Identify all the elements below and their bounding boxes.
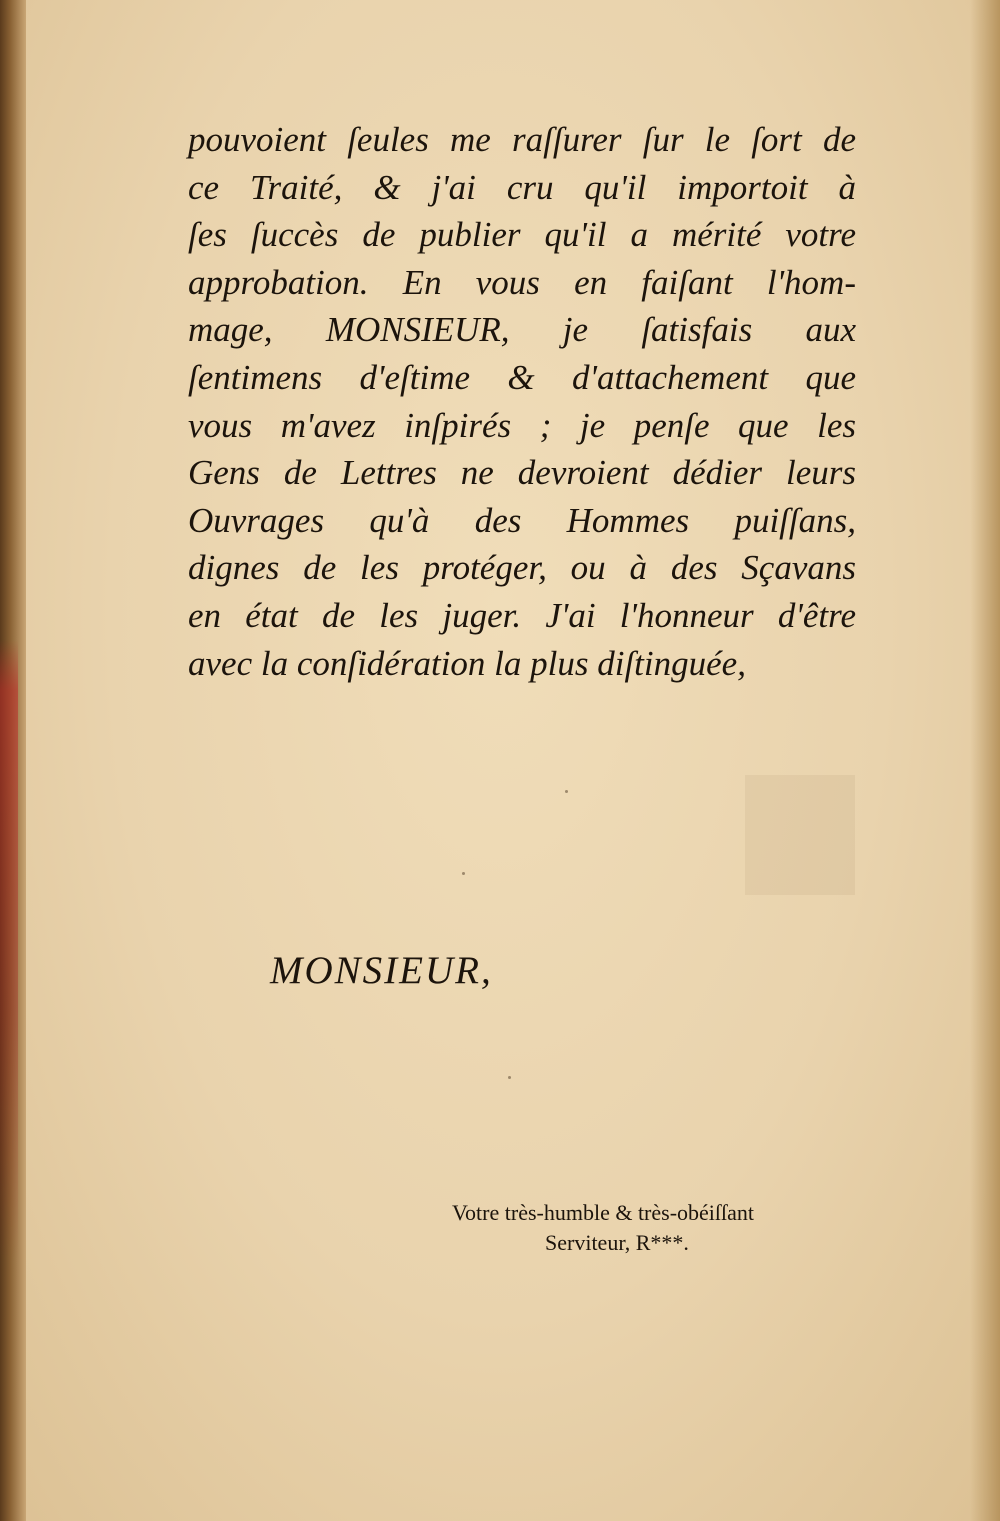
paragraph-line: ſentimens d'eſtime & d'attachement que: [188, 357, 856, 397]
paragraph-line: Ouvrages qu'à des Hommes puiſſans,: [188, 500, 856, 540]
ink-speck: [508, 1076, 511, 1079]
show-through-block: [745, 775, 855, 895]
paragraph-line: pouvoient ſeules me raſſurer ſur le ſort de: [188, 120, 856, 159]
paragraph-line: ſes ſuccès de publier qu'il a mérité votre: [188, 215, 856, 255]
signature-block: [452, 1198, 842, 1258]
paragraph-line: ce Traité, & j'ai cru qu'il importoit à: [188, 167, 856, 207]
signature-line: Serviteur, R***.: [545, 1230, 689, 1255]
paragraph-line: dignes de les protéger, ou à des Sçavans: [188, 548, 856, 588]
paragraph-line: mage, MONSIEUR, je ſatisfais aux: [188, 310, 856, 350]
red-edge-stain: [0, 640, 18, 1260]
signature-line: Votre très-humble & très-obéiſſant: [452, 1200, 755, 1225]
ink-speck: [565, 790, 568, 793]
paragraph-line: approbation. En vous en faiſant l'hom-: [188, 262, 856, 302]
paragraph-line: avec la conſidération la plus diſtinguée,: [188, 643, 746, 683]
paragraph-line: en état de les juger. J'ai l'honneur d'être: [188, 595, 856, 635]
page-right-edge: [970, 0, 1000, 1521]
paragraph-line: Gens de Lettres ne devroient dédier leurs: [188, 453, 856, 493]
salutation: MONSIEUR,: [270, 949, 493, 992]
ink-speck: [462, 872, 465, 875]
dedication-paragraph: [188, 116, 856, 687]
paragraph-line: vous m'avez inſpirés ; je penſe que les: [188, 405, 856, 445]
